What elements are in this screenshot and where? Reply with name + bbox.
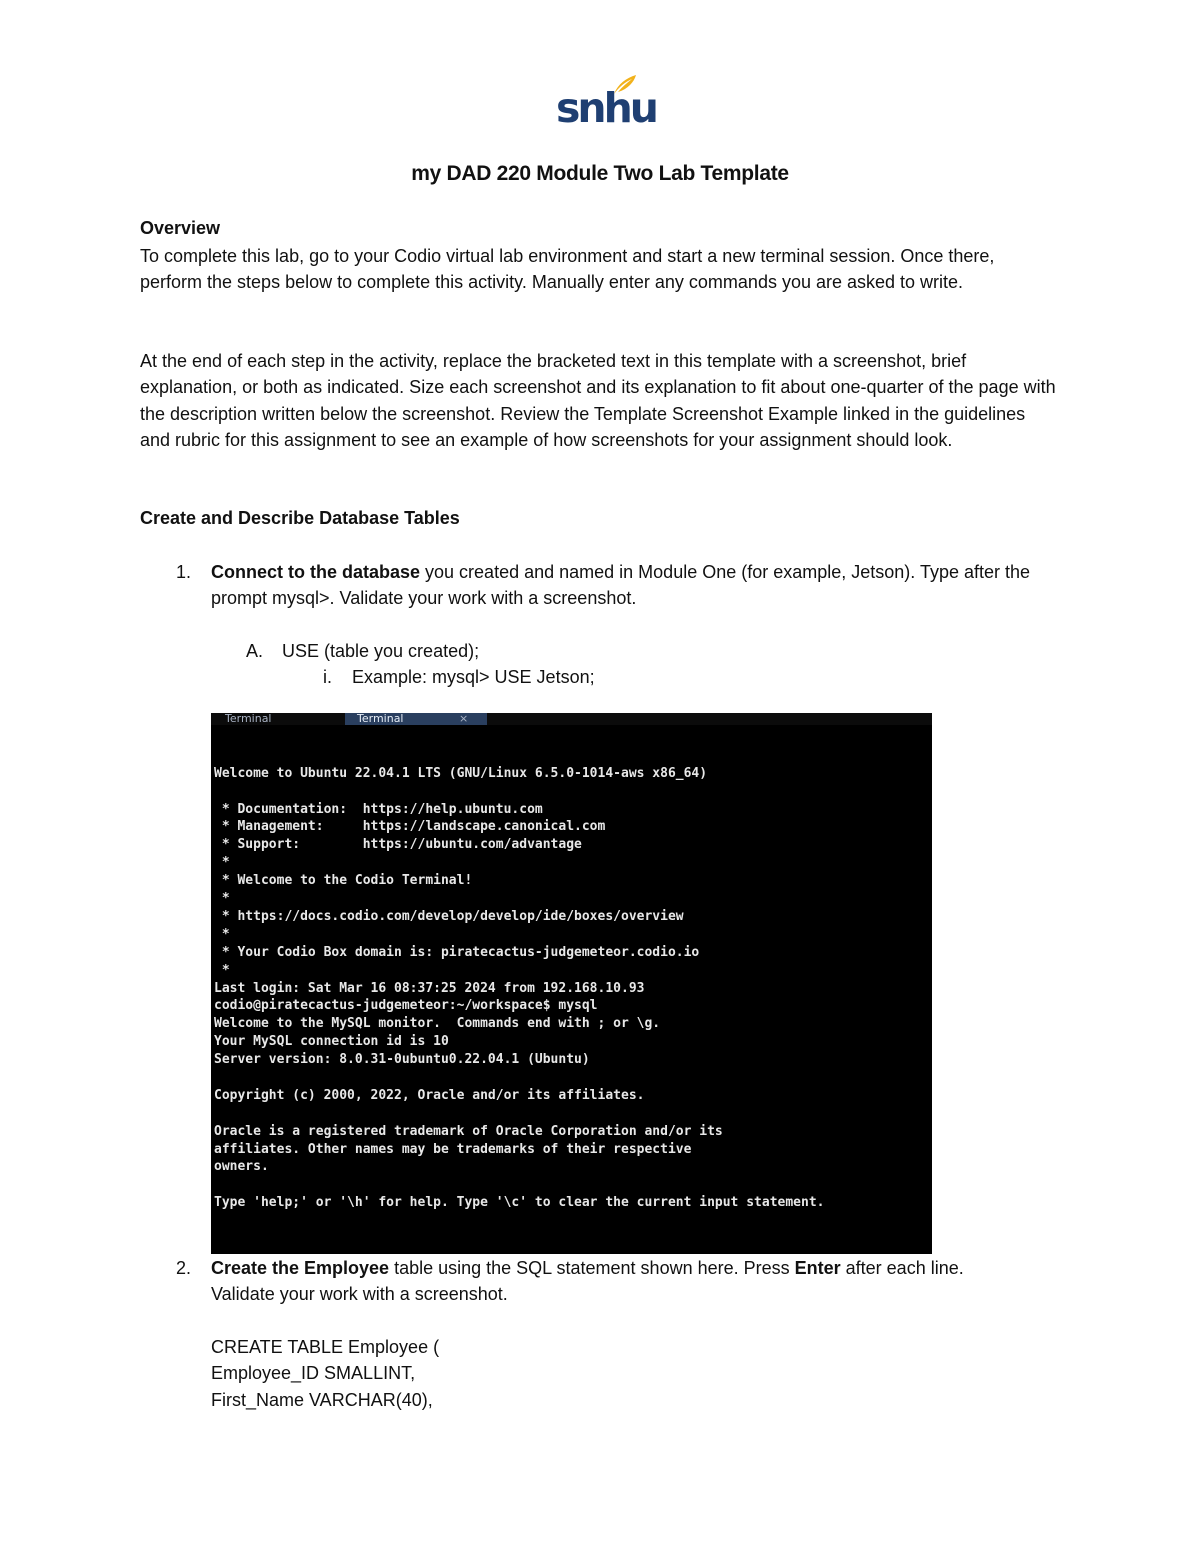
sql-line: First_Name VARCHAR(40), (211, 1390, 433, 1410)
terminal-line: Welcome to the MySQL monitor. Commands end with ; or \g. (214, 1016, 661, 1032)
terminal-line (214, 1105, 930, 1123)
close-icon: × (459, 713, 469, 725)
step-2-number: 2. (176, 1258, 192, 1278)
step-1-sub-a-label: A. (246, 641, 264, 661)
terminal-line: * Your Codio Box domain is: piratecactus-judgemeteor.codio.io (214, 944, 700, 960)
terminal-line: * https://docs.codio.com/develop/develop/ide/boxes/overview (214, 908, 684, 924)
terminal-line (214, 1069, 930, 1087)
terminal-line (214, 1212, 930, 1230)
terminal-line: owners. (214, 1159, 269, 1175)
terminal-line: * (214, 891, 230, 907)
terminal-tab-2: Terminal (345, 713, 487, 725)
terminal-line: codio@piratecactus-judgemeteor:~/workspace$ mysql (214, 998, 598, 1014)
step-1-bold: Connect to the database (211, 562, 421, 582)
terminal-tab-bar (211, 713, 932, 725)
step-1-sub-a-text: USE (table you created); (282, 641, 480, 661)
step-1-text (211, 559, 1071, 612)
terminal-line (214, 783, 930, 801)
step-2-text (211, 1255, 1071, 1281)
sql-line: Employee_ID SMALLINT, (211, 1363, 416, 1383)
terminal-line: * (214, 962, 230, 978)
terminal-line: affiliates. Other names may be trademarks of their respective (214, 1141, 692, 1157)
terminal-line: Welcome to Ubuntu 22.04.1 LTS (GNU/Linux 6.5.0-1014-aws x86_64) (214, 765, 708, 781)
snhu-logo (556, 72, 656, 134)
terminal-line: Oracle is a registered trademark of Oracle Corporation and/or its (214, 1123, 723, 1139)
overview-paragraph-2: At the end of each step in the activity, replace the bracketed text in this template with a screenshot, brief explanation, or both as indicated. Size each screenshot and its explanation to fit about one-quarter of the page with the description written below the screenshot. Review the Template Screenshot Example linked in the guidelines and rubric for this assignment to see an example of how screenshots for your assignment should look. (140, 351, 1056, 450)
terminal-line: * Support: https://ubuntu.com/advantage (214, 837, 582, 853)
terminal-tab-1: Terminal (225, 713, 272, 725)
terminal-line: Type 'help;' or '\h' for help. Type '\c' to clear the current input statement. (214, 1195, 825, 1211)
step-1-sub-i-text: Example: mysql> USE Jetson; (352, 667, 595, 687)
logo-wordmark: snhu (556, 84, 656, 132)
step-2-body-2: after each line. (840, 1258, 964, 1278)
overview-paragraph-1: To complete this lab, go to your Codio virtual lab environment and start a new terminal session. Once there, perform the steps below to complete this activity. Manually enter any commands you are asked to write. (140, 246, 995, 293)
section-heading: Create and Describe Database Tables (140, 508, 460, 528)
terminal-output (214, 729, 930, 1254)
step-2-bold-2: Enter (794, 1258, 841, 1278)
terminal-line: * (214, 855, 230, 871)
terminal-screenshot (211, 713, 932, 1254)
step-1-number: 1. (176, 562, 192, 582)
terminal-line: * (214, 926, 230, 942)
step-1-body: you created and named in Module One (for example, Jetson). Type after the prompt mysql>. Validate your work with a screenshot. (211, 562, 1031, 609)
terminal-line: * Management: https://landscape.canonical.com (214, 819, 606, 835)
page-title: my DAD 220 Module Two Lab Template (411, 162, 789, 185)
terminal-line: Server version: 8.0.31-0ubuntu0.22.04.1 (Ubuntu) (214, 1052, 590, 1068)
terminal-line: * Documentation: https://help.ubuntu.com (214, 801, 543, 817)
terminal-line: Copyright (c) 2000, 2022, Oracle and/or its affiliates. (214, 1087, 645, 1103)
step-2-bold-1: Create the Employee (211, 1258, 390, 1278)
terminal-lines (214, 765, 930, 1230)
terminal-line: Last login: Sat Mar 16 08:37:25 2024 from 192.168.10.93 (214, 980, 645, 996)
overview-heading: Overview (140, 218, 221, 238)
terminal-line: * Welcome to the Codio Terminal! (214, 873, 473, 889)
step-1-sub-i-label: i. (323, 667, 332, 687)
terminal-line (214, 1176, 930, 1194)
terminal-line: Your MySQL connection id is 10 (214, 1034, 449, 1050)
sql-line: CREATE TABLE Employee ( (211, 1337, 440, 1357)
step-2-body-1: table using the SQL statement shown here. Press (389, 1258, 795, 1278)
step-2-validate-line: Validate your work with a screenshot. (211, 1284, 508, 1304)
